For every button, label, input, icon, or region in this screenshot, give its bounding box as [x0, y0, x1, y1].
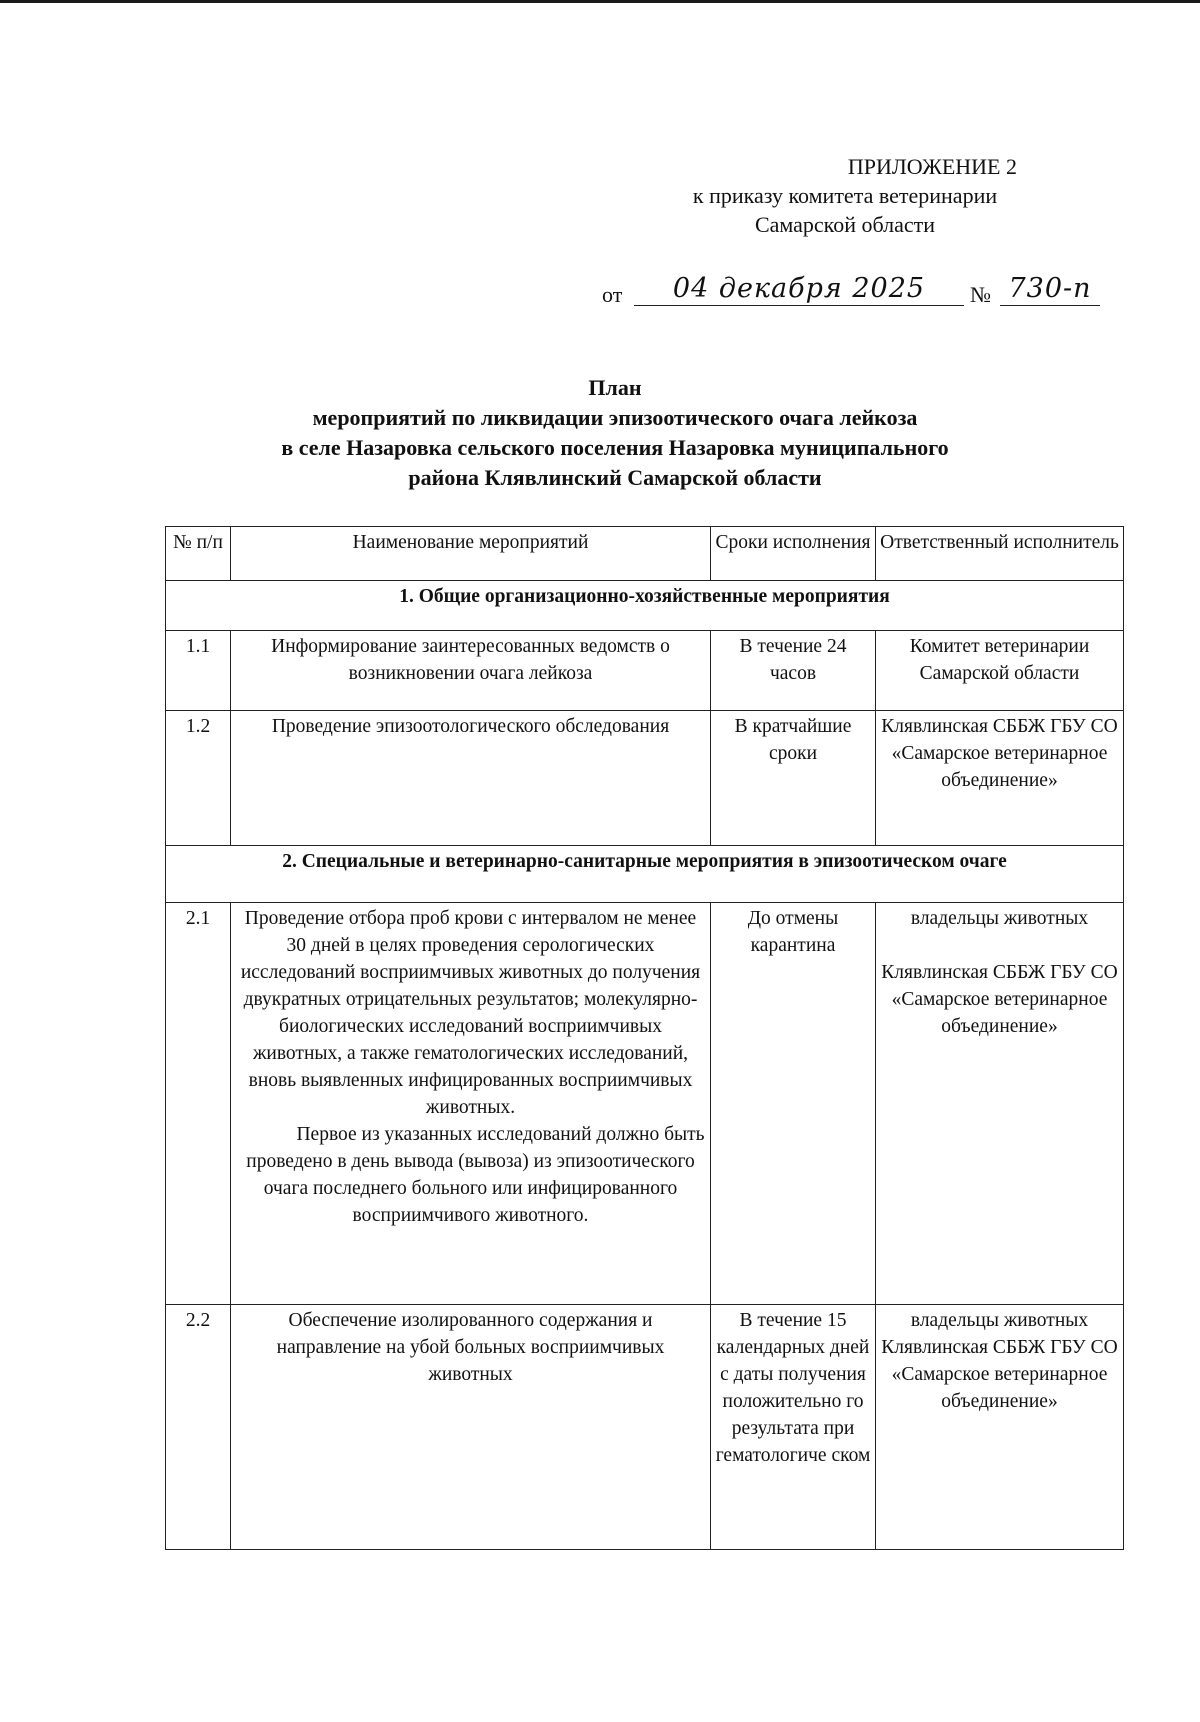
row-1-1-name: Информирование заинтересованных ведомств о возникновении очага лейкоза [231, 631, 711, 711]
row-2-2-terms: В течение 15 календарных дней с даты получения положительно го результата при гематологиче ском [711, 1305, 876, 1550]
order-from-label: от [602, 282, 623, 307]
plan-title [150, 373, 1080, 493]
appendix-line-2: Самарской области [754, 212, 936, 237]
row-2-2-org: Клявлинская СББЖ ГБУ СО «Самарское ветеринарное объединение» [881, 1337, 1118, 1412]
row-1-2-num: 1.2 [166, 711, 231, 846]
order-reference [602, 272, 1102, 312]
order-number-handwritten: 730-п [1000, 272, 1100, 306]
section-row-1 [166, 581, 1124, 631]
header-num: № п/п [166, 527, 231, 581]
row-2-2-name: Обеспечение изолированного содержания и направление на убой больных восприимчивых животных [231, 1305, 711, 1550]
header-responsible: Ответственный исполнитель [876, 527, 1124, 581]
row-2-1-name [231, 903, 711, 1305]
section-1-title: 1. Общие организационно-хозяйственные мероприятия [166, 581, 1124, 631]
plan-title-line-1: План [588, 375, 642, 400]
row-1-1-num: 1.1 [166, 631, 231, 711]
plan-title-line-2: мероприятий по ликвидации эпизоотического очага лейкоза [312, 405, 918, 430]
row-2-1-name-paragraph-2-text: Первое из указанных исследований должно быть проведено в день вывода (вывоза) из эпизоотического очага последнего больного или инфицированного восприимчивого животного. [246, 1124, 705, 1226]
header-terms: Сроки исполнения [711, 527, 876, 581]
row-1-2-name: Проведение эпизоотологического обследования [231, 711, 711, 846]
table-row [166, 1305, 1124, 1550]
row-2-2-responsible [876, 1305, 1124, 1550]
row-1-2-responsible: Клявлинская СББЖ ГБУ СО «Самарское ветеринарное объединение» [876, 711, 1124, 846]
row-2-1-name-paragraph-1: Проведение отбора проб крови с интервалом не менее 30 дней в целях проведения серологических исследований восприимчивых животных до получения двукратных отрицательных результатов; молекулярно-биологических исследований восприимчивых животных, а также гематологических исследований, вновь выявленных инфицированных восприимчивых животных. [240, 908, 701, 1118]
row-2-2-owners: владельцы животных [910, 1310, 1089, 1331]
row-2-1-responsible [876, 903, 1124, 1305]
row-2-1-name-paragraph-2 [235, 1121, 706, 1229]
plan-title-line-3: в селе Назаровка сельского поселения Назаровка муниципального [281, 435, 949, 460]
order-date-handwritten: 04 декабря 2025 [634, 272, 964, 306]
row-2-1-num: 2.1 [166, 903, 231, 1305]
row-2-1-terms: До отмены карантина [711, 903, 876, 1305]
row-2-1-org: Клявлинская СББЖ ГБУ СО «Самарское ветеринарное объединение» [881, 962, 1118, 1037]
appendix-line-1: к приказу комитета ветеринарии [692, 183, 998, 208]
row-2-2-num: 2.2 [166, 1305, 231, 1550]
plan-title-line-4: района Клявлинский Самарской области [408, 465, 822, 490]
table-row [166, 903, 1124, 1305]
scan-top-edge [0, 0, 1200, 3]
table-row [166, 631, 1124, 711]
row-1-2-terms: В кратчайшие сроки [711, 711, 876, 846]
appendix-header [595, 152, 1095, 239]
row-1-1-terms: В течение 24 часов [711, 631, 876, 711]
header-name: Наименование мероприятий [231, 527, 711, 581]
section-row-2 [166, 846, 1124, 903]
row-2-1-owners: владельцы животных [910, 908, 1089, 929]
table-row [166, 711, 1124, 846]
row-1-1-responsible: Комитет ветеринарии Самарской области [876, 631, 1124, 711]
section-2-title: 2. Специальные и ветеринарно-санитарные мероприятия в эпизоотическом очаге [166, 846, 1124, 903]
table-header-row [166, 527, 1124, 581]
order-number-label: № [970, 282, 991, 307]
appendix-title: ПРИЛОЖЕНИЕ 2 [847, 154, 1017, 179]
plan-table [165, 526, 1124, 1550]
